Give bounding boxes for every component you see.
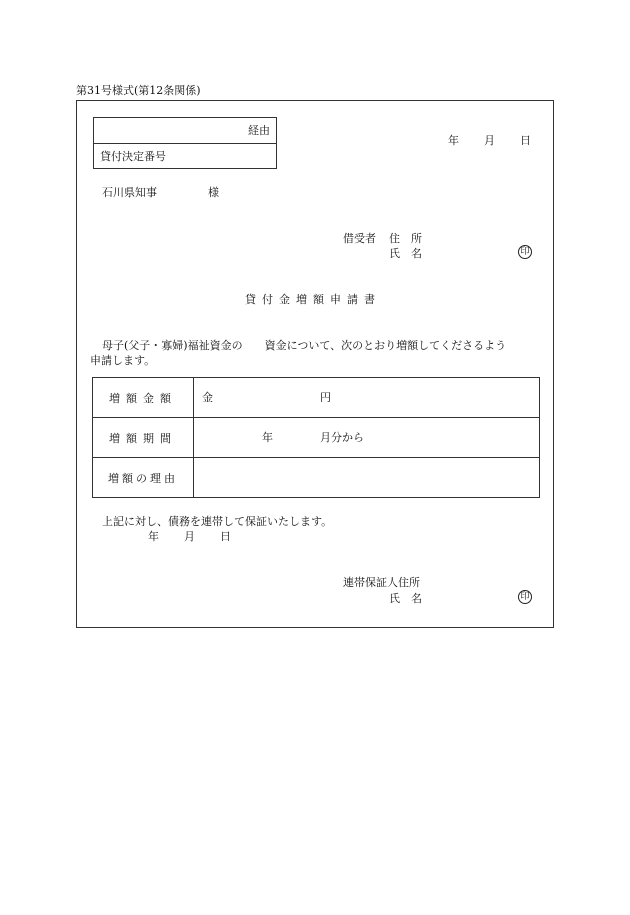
borrower-name-label: 氏 名 [389, 247, 422, 260]
table-row [93, 458, 540, 498]
body-line-2: 申請します。 [90, 354, 156, 367]
borrower-role-label: 借受者 [343, 232, 376, 245]
period-year: 年 [262, 431, 273, 444]
increase-amount-label: 増額金額 [109, 391, 177, 405]
form-number: 第31号様式(第12条関係) [76, 84, 201, 97]
loan-decision-number-label: 貸付決定番号 [100, 150, 166, 163]
period-month-from: 月分から [320, 431, 364, 444]
date-month: 月 [484, 134, 495, 147]
increase-reason-label: 増額の理由 [108, 471, 178, 485]
increase-table [92, 377, 540, 498]
amount-prefix: 金 [202, 391, 213, 404]
borrower-seal-mark: 印 [518, 245, 532, 259]
guarantor-name-label: 氏 名 [389, 592, 422, 605]
date-day: 日 [520, 134, 531, 147]
increase-reason-value-cell[interactable] [194, 458, 540, 498]
addressee-honorific: 様 [208, 186, 219, 199]
routing-box [93, 117, 277, 169]
table-row [93, 418, 540, 458]
body-line-1: 母子(父子・寡婦)福祉資金の 資金について、次のとおり増額してくださるよう [102, 339, 507, 352]
document-title: 貸付金増額申請書 [245, 293, 381, 306]
increase-amount-label-cell [93, 378, 194, 418]
routing-divider [94, 143, 276, 144]
increase-period-value-cell[interactable] [194, 418, 540, 458]
borrower-address-label: 住 所 [389, 232, 422, 245]
increase-period-label-cell [93, 418, 194, 458]
amount-suffix: 円 [320, 391, 331, 404]
increase-period-label: 増額期間 [109, 431, 177, 445]
guarantee-statement: 上記に対し、債務を連帯して保証いたします。 [102, 515, 333, 528]
guarantor-address-label: 連帯保証人住所 [343, 576, 420, 589]
date-year: 年 [448, 134, 459, 147]
guarantor-seal-mark: 印 [518, 590, 532, 604]
table-row [93, 378, 540, 418]
via-label: 経由 [248, 124, 270, 137]
addressee-name: 石川県知事 [102, 186, 157, 199]
guarantee-date-year: 年 [148, 530, 159, 543]
guarantee-date-month: 月 [184, 530, 195, 543]
guarantee-date-day: 日 [220, 530, 231, 543]
increase-reason-label-cell [93, 458, 194, 498]
increase-amount-value-cell[interactable] [194, 378, 540, 418]
